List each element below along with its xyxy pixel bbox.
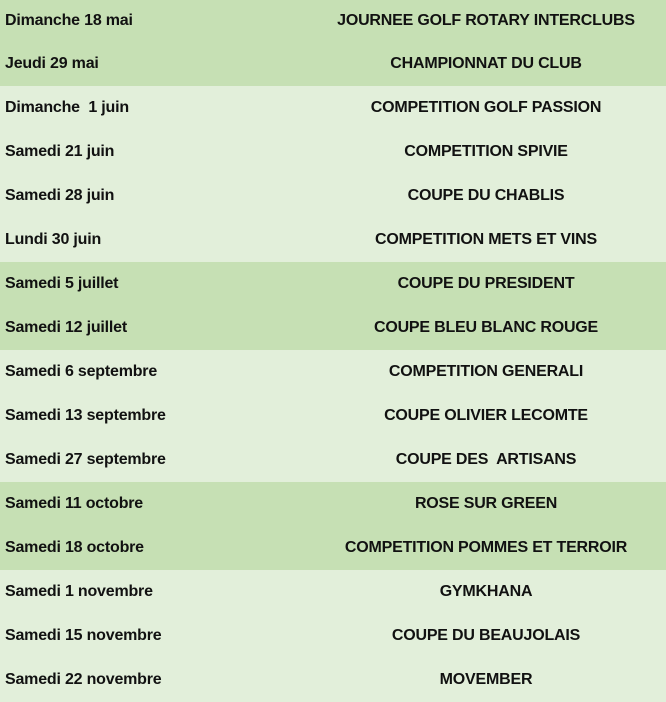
event-date: Dimanche 18 mai	[5, 12, 133, 29]
event-name: COMPETITION GENERALI	[388, 363, 584, 380]
table-row	[0, 394, 666, 438]
table-row	[0, 570, 666, 614]
event-date: Samedi 5 juillet	[5, 275, 119, 292]
event-name: COUPE DU PRESIDENT	[397, 275, 575, 292]
event-date: Dimanche 1 juin	[5, 99, 129, 116]
event-name: MOVEMBER	[439, 671, 533, 688]
table-row	[0, 174, 666, 218]
event-name: COMPETITION METS ET VINS	[375, 231, 597, 248]
event-date: Samedi 22 novembre	[5, 671, 162, 688]
table-row	[0, 526, 666, 570]
table-row	[0, 482, 666, 526]
table-row	[0, 262, 666, 306]
event-name: COUPE OLIVIER LECOMTE	[384, 407, 588, 424]
table-row	[0, 218, 666, 262]
event-name: COUPE DU CHABLIS	[407, 187, 565, 204]
event-name: COMPETITION SPIVIE	[404, 143, 568, 160]
event-name: ROSE SUR GREEN	[414, 495, 558, 512]
event-name: GYMKHANA	[439, 583, 533, 600]
event-date: Samedi 27 septembre	[5, 451, 166, 468]
event-date: Samedi 1 novembre	[5, 583, 153, 600]
table-row	[0, 350, 666, 394]
event-date: Lundi 30 juin	[5, 231, 102, 248]
table-row	[0, 438, 666, 482]
event-name: COUPE DU BEAUJOLAIS	[391, 627, 581, 644]
event-name: COUPE DES ARTISANS	[395, 451, 577, 468]
event-date: Jeudi 29 mai	[5, 55, 99, 72]
event-name: COMPETITION POMMES ET TERROIR	[344, 539, 628, 556]
event-date: Samedi 15 novembre	[5, 627, 162, 644]
event-date: Samedi 21 juin	[5, 143, 115, 160]
table-row	[0, 306, 666, 350]
table-row	[0, 86, 666, 130]
event-name: JOURNEE GOLF ROTARY INTERCLUBS	[337, 12, 635, 29]
event-name: COUPE BLEU BLANC ROUGE	[373, 319, 599, 336]
event-name: COMPETITION GOLF PASSION	[370, 99, 602, 116]
event-date: Samedi 13 septembre	[5, 407, 166, 424]
event-name: CHAMPIONNAT DU CLUB	[390, 55, 582, 72]
event-date: Samedi 12 juillet	[5, 319, 127, 336]
event-date: Samedi 11 octobre	[5, 495, 143, 512]
event-date: Samedi 28 juin	[5, 187, 115, 204]
table-row	[0, 0, 666, 42]
table-row	[0, 614, 666, 658]
table-row	[0, 658, 666, 702]
table-row	[0, 42, 666, 86]
event-date: Samedi 18 octobre	[5, 539, 144, 556]
table-row	[0, 130, 666, 174]
event-date: Samedi 6 septembre	[5, 363, 158, 380]
